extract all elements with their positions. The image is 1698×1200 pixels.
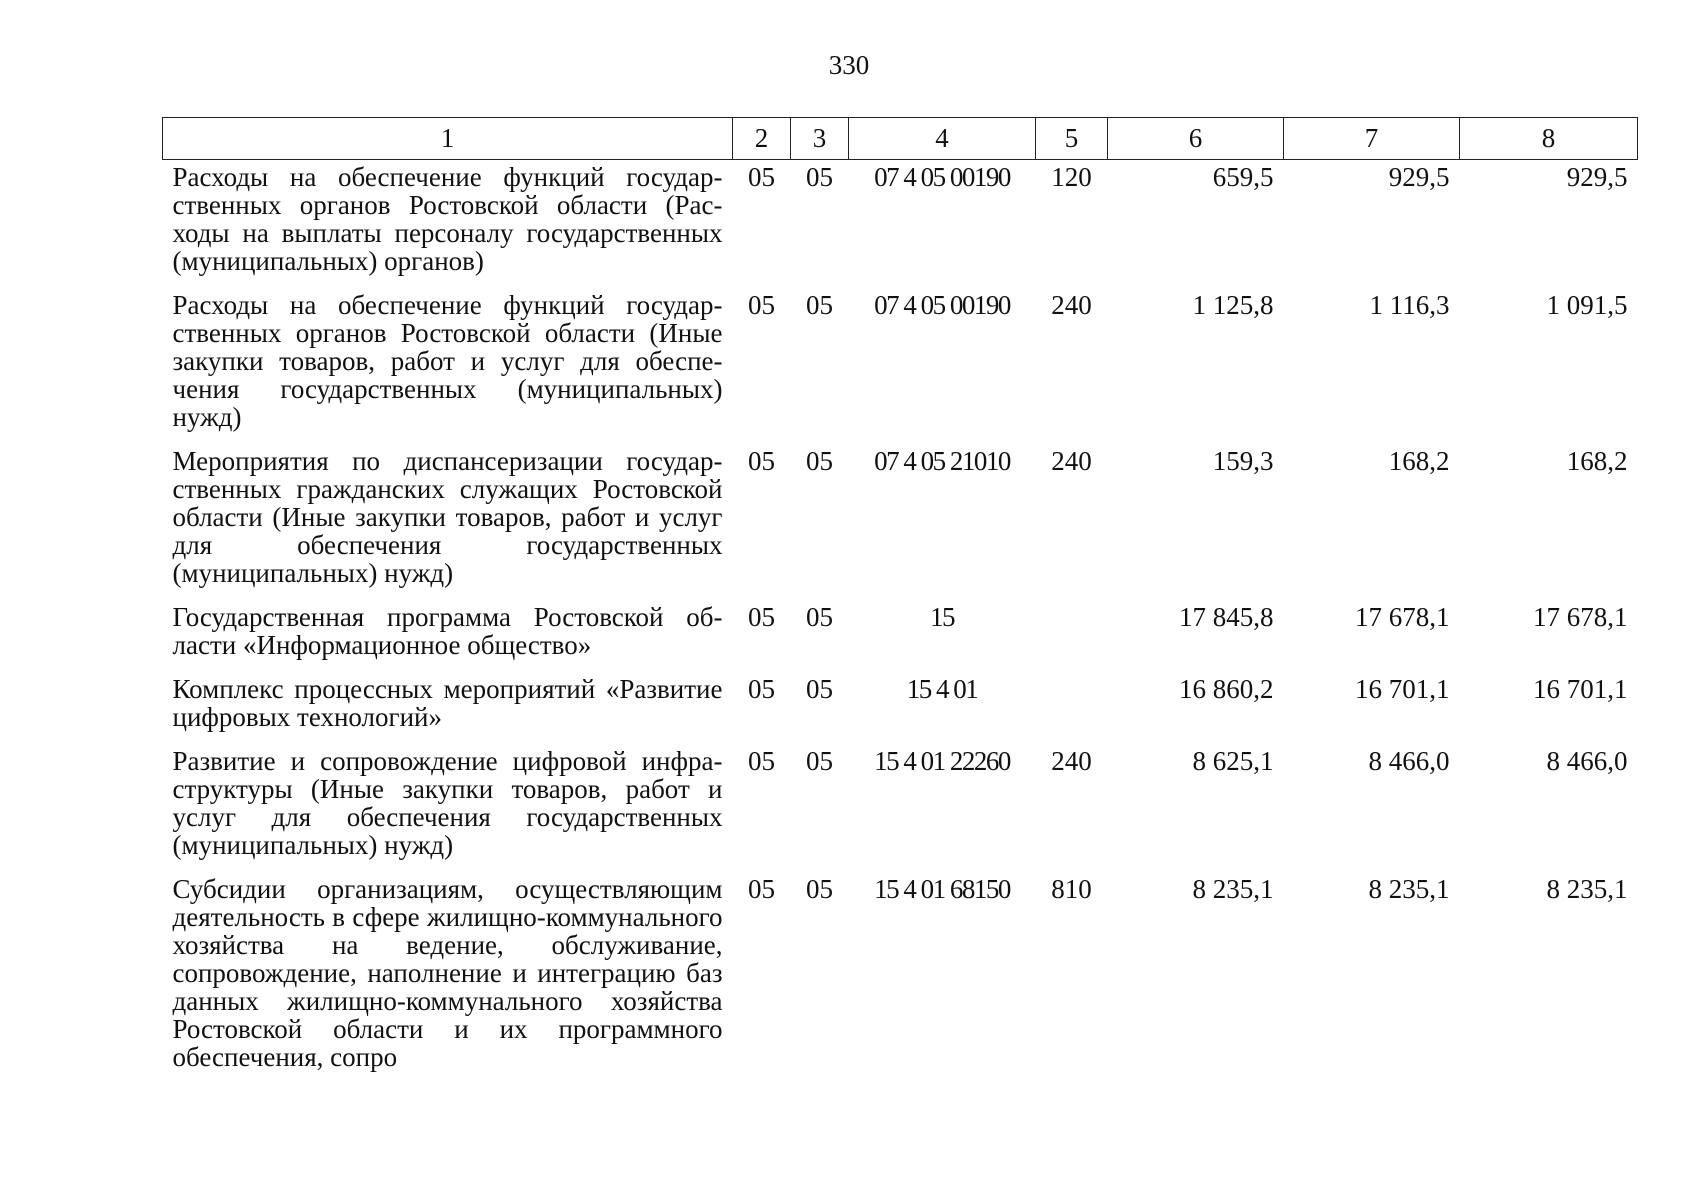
target-article-code: 15 (930, 602, 954, 632)
subsection-code: 05 (806, 874, 833, 904)
header-col-3: 3 (791, 118, 849, 160)
amount-col-6: 1 125,8 (1192, 290, 1274, 320)
row-description: Субсидии организациям, осуществляющим деятельность в сфере жилищно-коммунального хозяйства на ведение, обслуживание, сопровождение, наполнение и интеграцию баз данных жилищно-коммунального хозяйства Ростовской области и их программного обеспечения, сопро (172, 874, 723, 1072)
amount-col-7: 8 235,1 (1368, 874, 1450, 904)
section-code: 05 (748, 446, 775, 476)
table-row (163, 444, 1638, 600)
amount-col-8: 8 235,1 (1546, 874, 1628, 904)
header-col-1: 1 (163, 118, 733, 160)
subsection-code: 05 (806, 602, 833, 632)
header-col-6: 6 (1108, 118, 1284, 160)
amount-col-7: 929,5 (1388, 162, 1450, 192)
expense-type-code: 240 (1051, 290, 1092, 320)
expense-type-code: 240 (1051, 746, 1092, 776)
section-code: 05 (748, 674, 775, 704)
amount-col-7: 16 701,1 (1355, 674, 1450, 704)
expense-type-code: 810 (1051, 874, 1092, 904)
amount-col-8: 8 466,0 (1546, 746, 1628, 776)
target-article-code: 07 4 05 00190 (874, 290, 1010, 320)
amount-col-7: 17 678,1 (1355, 602, 1450, 632)
header-col-7: 7 (1284, 118, 1460, 160)
amount-col-7: 1 116,3 (1369, 290, 1450, 320)
target-article-code: 07 4 05 21010 (874, 446, 1010, 476)
table-row (163, 872, 1638, 1084)
amount-col-6: 8 625,1 (1192, 746, 1274, 776)
expense-type-code (1036, 672, 1108, 744)
expense-type-code: 240 (1051, 446, 1092, 476)
header-col-8: 8 (1460, 118, 1638, 160)
section-code: 05 (748, 162, 775, 192)
amount-col-8: 168,2 (1566, 446, 1628, 476)
target-article-code: 07 4 05 00190 (874, 162, 1010, 192)
page-number: 330 (828, 50, 870, 80)
expense-type-code (1036, 600, 1108, 672)
header-col-5: 5 (1036, 118, 1108, 160)
row-description: Мероприятия по диспансеризации государственных гражданских служащих Ростовской области (Иные закупки товаров, работ и услуг для обеспечения государственных (муниципальных) нужд) (172, 446, 723, 588)
amount-col-8: 929,5 (1566, 162, 1628, 192)
row-description: Развитие и сопровождение цифровой инфраструктуры (Иные закупки товаров, работ и услуг для обеспечения государственных (муниципальных) нужд) (172, 746, 723, 860)
header-col-2: 2 (733, 118, 791, 160)
amount-col-6: 17 845,8 (1179, 602, 1274, 632)
amount-col-6: 659,5 (1212, 162, 1274, 192)
row-description: Государственная программа Ростовской области «Информационное общество» (172, 602, 723, 660)
table-row (163, 288, 1638, 444)
row-description: Комплекс процессных мероприятий «Развитие цифровых технологий» (172, 674, 723, 732)
amount-col-6: 8 235,1 (1192, 874, 1274, 904)
expense-type-code: 120 (1051, 162, 1092, 192)
amount-col-6: 16 860,2 (1179, 674, 1274, 704)
subsection-code: 05 (806, 446, 833, 476)
table-row (163, 600, 1638, 672)
budget-table (162, 117, 1638, 1084)
amount-col-8: 1 091,5 (1546, 290, 1628, 320)
target-article-code: 15 4 01 22260 (874, 746, 1010, 776)
target-article-code: 15 4 01 68150 (874, 874, 1010, 904)
subsection-code: 05 (806, 746, 833, 776)
amount-col-7: 8 466,0 (1368, 746, 1450, 776)
row-description: Расходы на обеспечение функций государственных органов Ростовской области (Иные закупки товаров, работ и услуг для обеспечения государственных (муниципальных) нужд) (172, 290, 723, 432)
header-col-4: 4 (849, 118, 1036, 160)
amount-col-7: 168,2 (1388, 446, 1450, 476)
subsection-code: 05 (806, 290, 833, 320)
section-code: 05 (748, 874, 775, 904)
row-description: Расходы на обеспечение функций государственных органов Ростовской области (Расходы на выплаты персоналу государственных (муниципальных) органов) (172, 162, 723, 276)
target-article-code: 15 4 01 (906, 674, 978, 704)
amount-col-6: 159,3 (1212, 446, 1274, 476)
section-code: 05 (748, 746, 775, 776)
table-body (163, 160, 1638, 1085)
table-header (163, 118, 1638, 160)
table-row (163, 160, 1638, 289)
section-code: 05 (748, 290, 775, 320)
table-row (163, 672, 1638, 744)
subsection-code: 05 (806, 162, 833, 192)
subsection-code: 05 (806, 674, 833, 704)
amount-col-8: 17 678,1 (1533, 602, 1628, 632)
amount-col-8: 16 701,1 (1533, 674, 1628, 704)
section-code: 05 (748, 602, 775, 632)
header-row (163, 118, 1638, 160)
table-row (163, 744, 1638, 872)
